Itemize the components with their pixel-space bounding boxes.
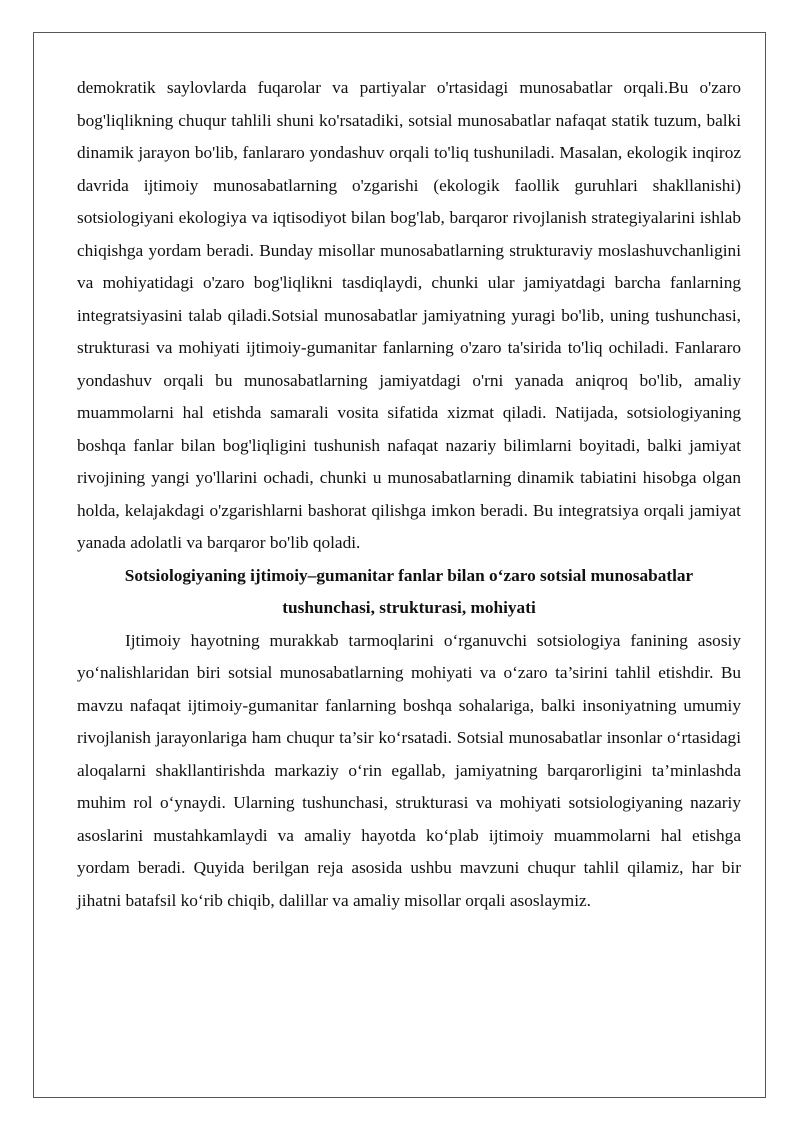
- body-paragraph: Ijtimoiy hayotning murakkab tarmoqlarini o‘rganuvchi sotsiologiya fanining asosiy yo‘nalishlaridan biri sotsial munosabatlarning mohiyati va o‘zaro ta’sirini tahlil etishdir. Bu mavzu nafaqat ijtimoiy-gumanitar fanlarning boshqa sohalariga, balki insoniyatning umumiy rivojlanish jarayonlariga ham chuqur ta’sir ko‘rsatadi. Sotsial munosabatlar insonlar o‘rtasidagi aloqalarni shakllantirishda markaziy o‘rin egallab, jamiyatning barqarorligini ta’minlashda muhim rol o‘ynaydi. Ularning tushunchasi, strukturasi va mohiyati sotsiologiyaning nazariy asoslarini mustahkamlaydi va amaliy hayotda ko‘plab ijtimoiy muammolarni hal etishga yordam beradi. Quyida berilgan reja asosida ushbu mavzuni chuqur tahlil qilamiz, har bir jihatni batafsil ko‘rib chiqib, dalillar va amaliy misollar orqali asoslaymiz.: [77, 630, 741, 910]
- document-body: [77, 72, 741, 917]
- body-paragraph: demokratik saylovlarda fuqarolar va partiyalar o'rtasidagi munosabatlar orqali.Bu o'zaro bog'liqlikning chuqur tahlili shuni ko'rsatadiki, sotsial munosabatlar nafaqat statik tuzum, balki dinamik jarayon bo'lib, fanlararo yondashuv orqali to'liq tushuniladi. Masalan, ekologik inqiroz davrida ijtimoiy munosabatlarning o'zgarishi (ekologik faollik guruhlari shakllanishi) sotsiologiyani ekologiya va iqtisodiyot bilan bog'lab, barqaror rivojlanish strategiyalarini ishlab chiqishga yordam beradi. Bunday misollar munosabatlarning strukturaviy moslashuvchanligini va mohiyatidagi o'zaro bog'liqlikni tasdiqlaydi, chunki ular jamiyatdagi barcha fanlarning integratsiyasini talab qiladi.Sotsial munosabatlar jamiyatning yuragi bo'lib, uning tushunchasi, strukturasi va mohiyati ijtimoiy-gumanitar fanlarning o'zaro ta'sirida to'liq ochiladi. Fanlararo yondashuv orqali bu munosabatlarning jamiyatdagi o'rni yanada aniqroq bo'lib, amaliy muammolarni hal etishda samarali vosita sifatida xizmat qiladi. Natijada, sotsiologiyaning boshqa fanlar bilan bog'liqligini tushunish nafaqat nazariy bilimlarni boyitadi, balki jamiyat rivojining yangi yo'llarini ochadi, chunki u munosabatlarning dinamik tabiatini hisobga olgan holda, kelajakdagi o'zgarishlarni bashorat qilishga imkon beradi. Bu integratsiya orqali jamiyat yanada adolatli va barqaror bo'lib qoladi.: [77, 78, 741, 552]
- section-heading: Sotsiologiyaning ijtimoiy–gumanitar fanlar bilan o‘zaro sotsial munosabatlar tushunchasi, strukturasi, mohiyati: [124, 565, 694, 617]
